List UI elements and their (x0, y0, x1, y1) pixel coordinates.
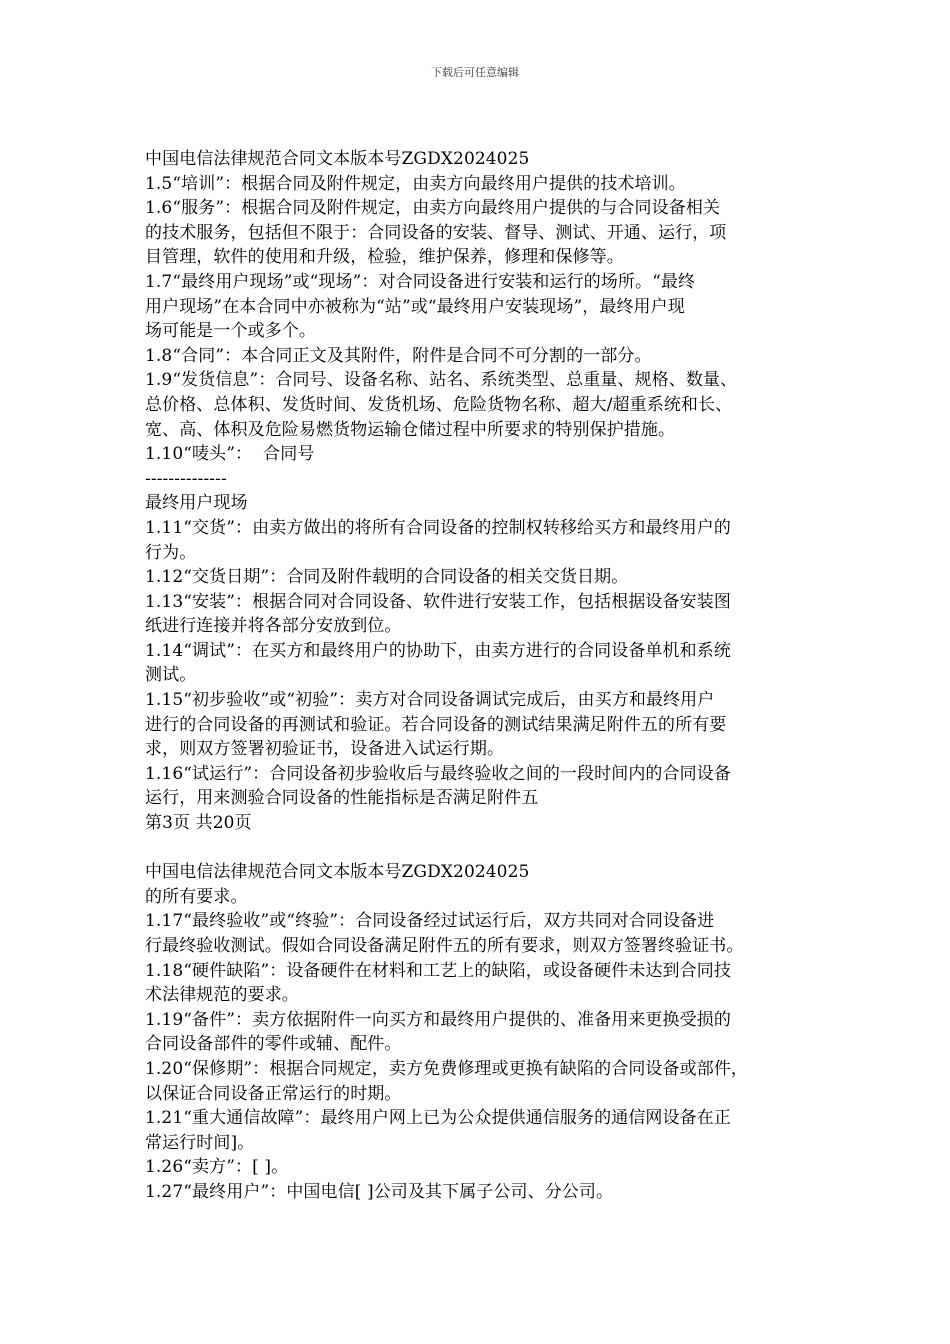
text-line: 1.8“合同”：本合同正文及其附件，附件是合同不可分割的一部分。 (145, 345, 652, 366)
text-line: 运行，用来测验合同设备的性能指标是否满足附件五 (145, 788, 539, 809)
text-line: 1.5“培训”：根据合同及附件规定，由卖方向最终用户提供的技术培训。 (145, 173, 686, 194)
text-line: 1.21“重大通信故障”：最终用户网上已为公众提供通信服务的通信网设备在正 (145, 1108, 731, 1129)
page-break-gap (145, 836, 821, 861)
text-line: 最终用户现场 (145, 493, 248, 514)
text-line: 的所有要求。 (145, 886, 248, 907)
page-header-note: 下载后可任意编辑 (431, 66, 519, 79)
document-body (145, 147, 821, 1205)
text-line: 总价格、总体积、发货时间、发货机场、危险货物名称、超大/超重系统和长、 (145, 394, 733, 415)
text-line: 行为。 (145, 542, 197, 563)
text-line: 1.20“保修期”：根据合同规定，卖方免费修理或更换有缺陷的合同设备或部件， (145, 1058, 749, 1079)
text-line: 测试。 (145, 665, 197, 686)
text-line: 求，则双方签署初验证书，设备进入试运行期。 (145, 739, 505, 760)
text-line: 的技术服务，包括但不限于：合同设备的安装、督导、测试、开通、运行，项 (145, 222, 727, 243)
text-line: 1.7“最终用户现场”或“现场”：对合同设备进行安装和运行的场所。“最终 (145, 271, 696, 292)
text-line: 1.11“交货”：由卖方做出的将所有合同设备的控制权转移给买方和最终用户的 (145, 517, 731, 538)
doc-header-line: 中国电信法律规范合同文本版本号ZGDX2024025 (145, 149, 530, 169)
text-line: 行最终验收测试。假如合同设备满足附件五的所有要求，则双方签署终验证书。 (145, 936, 744, 956)
text-line: 用户现场”在本合同中亦被称为“站”或“最终用户安装现场”，最终用户现 (145, 296, 685, 317)
text-line: 1.14“调试”：在买方和最终用户的协助下，由卖方进行的合同设备单机和系统 (145, 640, 731, 661)
text-line: 宽、高、体积及危险易燃货物运输仓储过程中所要求的特别保护措施。 (145, 419, 676, 440)
doc-header-line: 中国电信法律规范合同文本版本号ZGDX2024025 (145, 862, 530, 883)
text-line: 以保证合同设备正常运行的时期。 (145, 1083, 402, 1104)
text-line: 1.17“最终验收”或“终验”：合同设备经过试运行后，双方共同对合同设备进 (145, 911, 715, 932)
text-line: 1.10“唛头”： 合同号 (145, 444, 315, 465)
text-line: 1.19“备件”：卖方依据附件一向买方和最终用户提供的、准备用来更换受损的 (145, 1009, 731, 1030)
text-line: 1.16“试运行”：合同设备初步验收后与最终验收之间的一段时间内的合同设备 (145, 763, 731, 784)
page-number: 第3页 共20页 (145, 813, 252, 834)
text-line: 1.15“初步验收”或“初验”：卖方对合同设备调试完成后，由买方和最终用户 (145, 690, 715, 711)
text-line: 1.13“安装”：根据合同对合同设备、软件进行安装工作，包括根据设备安装图 (145, 591, 731, 612)
text-line: 1.9“发货信息”：合同号、设备名称、站名、系统类型、总重量、规格、数量、 (145, 370, 738, 391)
text-line: 1.18“硬件缺陷”：设备硬件在材料和工艺上的缺陷，或设备硬件未达到合同技 (145, 960, 731, 981)
text-line: 目管理，软件的使用和升级，检验，维护保养，修理和保修等。 (145, 247, 624, 268)
text-line: 1.12“交货日期”：合同及附件载明的合同设备的相关交货日期。 (145, 567, 629, 588)
text-line: 常运行时间]。 (145, 1132, 255, 1153)
text-line: 术法律规范的要求。 (145, 985, 299, 1006)
text-line: 场可能是一个或多个。 (145, 321, 316, 342)
text-line: 1.27“最终用户”：中国电信[ ]公司及其下属子公司、分公司。 (145, 1181, 614, 1202)
text-line: 进行的合同设备的再测试和验证。若合同设备的测试结果满足附件五的所有要 (145, 714, 727, 735)
text-line: 纸进行连接并将各部分安放到位。 (145, 616, 402, 637)
separator-line: -------------- (145, 468, 227, 489)
text-line: 合同设备部件的零件或辅、配件。 (145, 1034, 402, 1055)
text-line: 1.6“服务”：根据合同及附件规定，由卖方向最终用户提供的与合同设备相关 (145, 198, 721, 219)
text-line: 1.26“卖方”：[ ]。 (145, 1157, 289, 1178)
